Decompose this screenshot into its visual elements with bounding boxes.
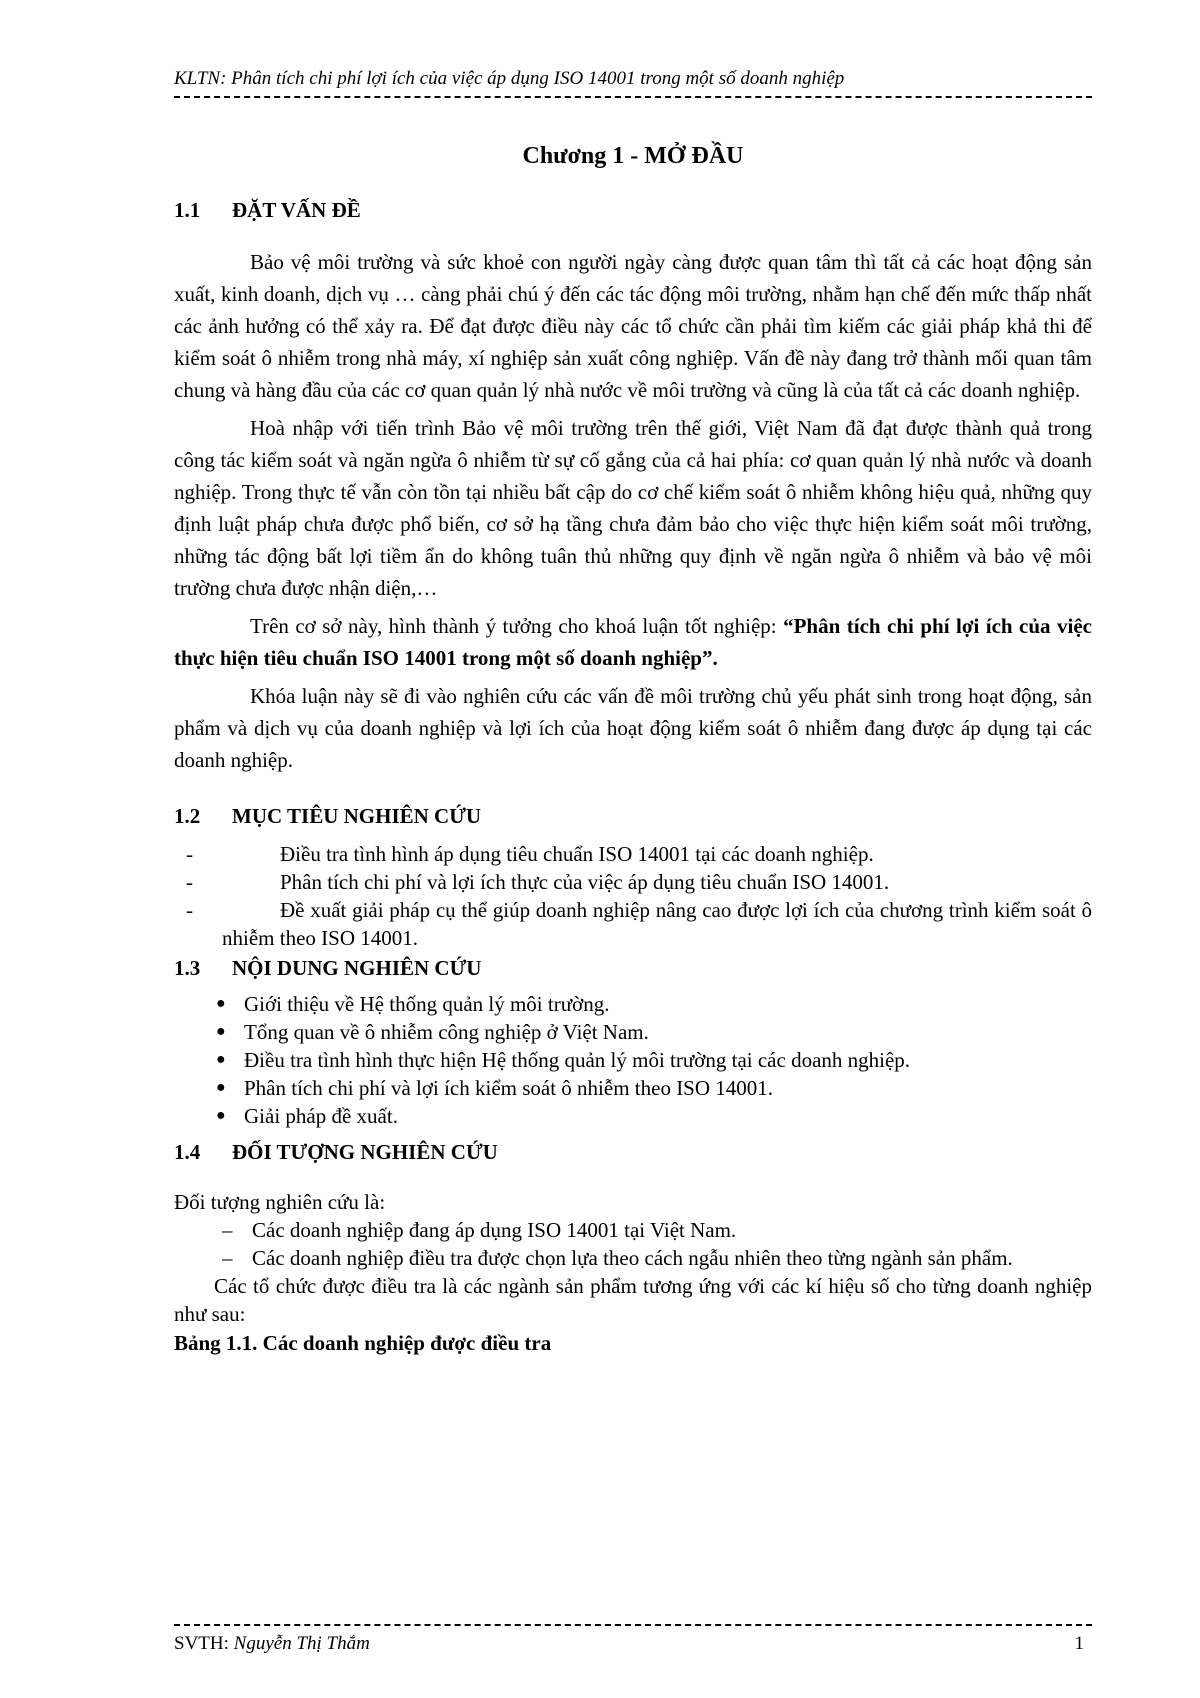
list-item: – Các doanh nghiệp đang áp dụng ISO 14001 tại Việt Nam.	[222, 1218, 737, 1242]
table-caption: Bảng 1.1. Các doanh nghiệp được điều tra	[174, 1331, 552, 1355]
svth-label: SVTH:	[174, 1633, 234, 1654]
section-number: 1.2	[174, 804, 201, 828]
paragraph-lead: Trên cơ sở này, hình thành ý tưởng cho khoá luận tốt nghiệp:	[250, 614, 784, 638]
list-item: - Phân tích chi phí và lợi ích thực của việc áp dụng tiêu chuẩn ISO 14001.	[186, 870, 890, 894]
page-number: 1	[1074, 1633, 1084, 1654]
page-footer	[174, 1632, 1092, 1656]
running-header: KLTN: Phân tích chi phí lợi ích của việc áp dụng ISO 14001 trong một số doanh nghiệp	[174, 68, 845, 89]
header-divider	[174, 96, 1092, 98]
dash-marker: -	[186, 870, 193, 894]
dash-marker: -	[186, 842, 193, 866]
bullet-icon: ●	[216, 995, 226, 1012]
thesis-title: “Phân tích chi phí lợi ích của việc thực hiện tiêu chuẩn ISO 14001 trong một số doanh nghiệp”.	[174, 614, 1092, 670]
bullet-icon: ●	[216, 1051, 226, 1068]
dash-marker: -	[186, 898, 193, 922]
section-number: 1.1	[174, 198, 201, 222]
list-item: ● Giải pháp đề xuất.	[216, 1104, 398, 1128]
content-list	[174, 990, 1092, 1130]
section-title: MỤC TIÊU NGHIÊN CỨU	[232, 804, 482, 828]
section-number: 1.3	[174, 956, 201, 980]
dash-marker: –	[222, 1246, 233, 1270]
dash-marker: –	[222, 1218, 233, 1242]
section-heading-1-4	[174, 1136, 1092, 1168]
section-title: ĐỐI TƯỢNG NGHIÊN CỨU	[232, 1140, 498, 1164]
page-content	[174, 140, 1092, 1358]
objectives-list	[174, 840, 1092, 952]
paragraph: Bảo vệ môi trường và sức khoẻ con người ngày càng được quan tâm thì tất cả các hoạt động sản xuất, kinh doanh, dịch vụ … càng phải chú ý đến các tác động môi trường, nhằm hạn chế đến mức thấp nhất các ảnh hưởng có thể xảy ra. Để đạt được điều này các tổ chức cần phải tìm kiếm các giải pháp khả thi để kiểm soát ô nhiễm trong nhà máy, xí nghiệp sản xuất công nghiệp. Vấn đề này đang trở thành mối quan tâm chung và hàng đầu của các cơ quan quản lý nhà nước về môi trường và cũng là của tất cả các doanh nghiệp.	[174, 250, 1092, 402]
paragraph: Khóa luận này sẽ đi vào nghiên cứu các vấn đề môi trường chủ yếu phát sinh trong hoạt động, sản phẩm và dịch vụ của doanh nghiệp và lợi ích của hoạt động kiểm soát ô nhiễm đang được áp dụng tại các doanh nghiệp.	[174, 684, 1092, 772]
subjects-list	[174, 1216, 1092, 1272]
paragraph	[174, 610, 1092, 674]
chapter-title: Chương 1 - MỞ ĐẦU	[522, 143, 744, 169]
list-item: ● Phân tích chi phí và lợi ích kiểm soát ô nhiễm theo ISO 14001.	[216, 1076, 774, 1100]
paragraph: Hoà nhập với tiến trình Bảo vệ môi trường trên thế giới, Việt Nam đã đạt được thành quả trong công tác kiểm soát và ngăn ngừa ô nhiễm từ sự cố gắng của cả hai phía: cơ quan quản lý nhà nước và doanh nghiệp. Trong thực tế vẫn còn tồn tại nhiều bất cập do cơ chế kiểm soát ô nhiễm không hiệu quả, những quy định luật pháp chưa được phổ biến, cơ sở hạ tầng chưa đảm bảo cho việc thực hiện kiểm soát môi trường, những tác động bất lợi tiềm ẩn do không tuân thủ những quy định về ngăn ngừa ô nhiễm và bảo vệ môi trường chưa được nhận diện,…	[174, 416, 1092, 600]
author-name: Nguyễn Thị Thắm	[233, 1633, 370, 1654]
bullet-icon: ●	[216, 1023, 226, 1040]
bullet-icon: ●	[216, 1107, 226, 1124]
section-number: 1.4	[174, 1140, 201, 1164]
list-item: – Các doanh nghiệp điều tra được chọn lựa theo cách ngẫu nhiên theo từng ngành sản phẩm.	[222, 1246, 1013, 1270]
list-item: - Đề xuất giải pháp cụ thể giúp doanh nghiệp nâng cao được lợi ích của chương trình kiểm soát ô nhiễm theo ISO 14001.	[186, 898, 1092, 950]
section-heading-1-1	[174, 194, 1092, 226]
section-title: NỘI DUNG NGHIÊN CỨU	[232, 956, 482, 980]
bullet-icon: ●	[216, 1079, 226, 1096]
list-item: ● Giới thiệu về Hệ thống quản lý môi trường.	[216, 992, 610, 1016]
list-item: ● Điều tra tình hình thực hiện Hệ thống quản lý môi trường tại các doanh nghiệp.	[216, 1048, 911, 1072]
paragraph: Các tổ chức được điều tra là các ngành sản phẩm tương ứng với các kí hiệu số cho từng doanh nghiệp như sau:	[174, 1274, 1092, 1326]
section-title: ĐẶT VẤN ĐỀ	[232, 198, 361, 222]
section-heading-1-2	[174, 800, 1092, 832]
subjects-intro: Đối tượng nghiên cứu là:	[174, 1190, 386, 1214]
list-item: - Điều tra tình hình áp dụng tiêu chuẩn ISO 14001 tại các doanh nghiệp.	[186, 842, 874, 866]
section-heading-1-3	[174, 952, 1092, 984]
footer-divider	[174, 1624, 1092, 1626]
list-item: ● Tổng quan về ô nhiễm công nghiệp ở Việt Nam.	[216, 1020, 649, 1044]
